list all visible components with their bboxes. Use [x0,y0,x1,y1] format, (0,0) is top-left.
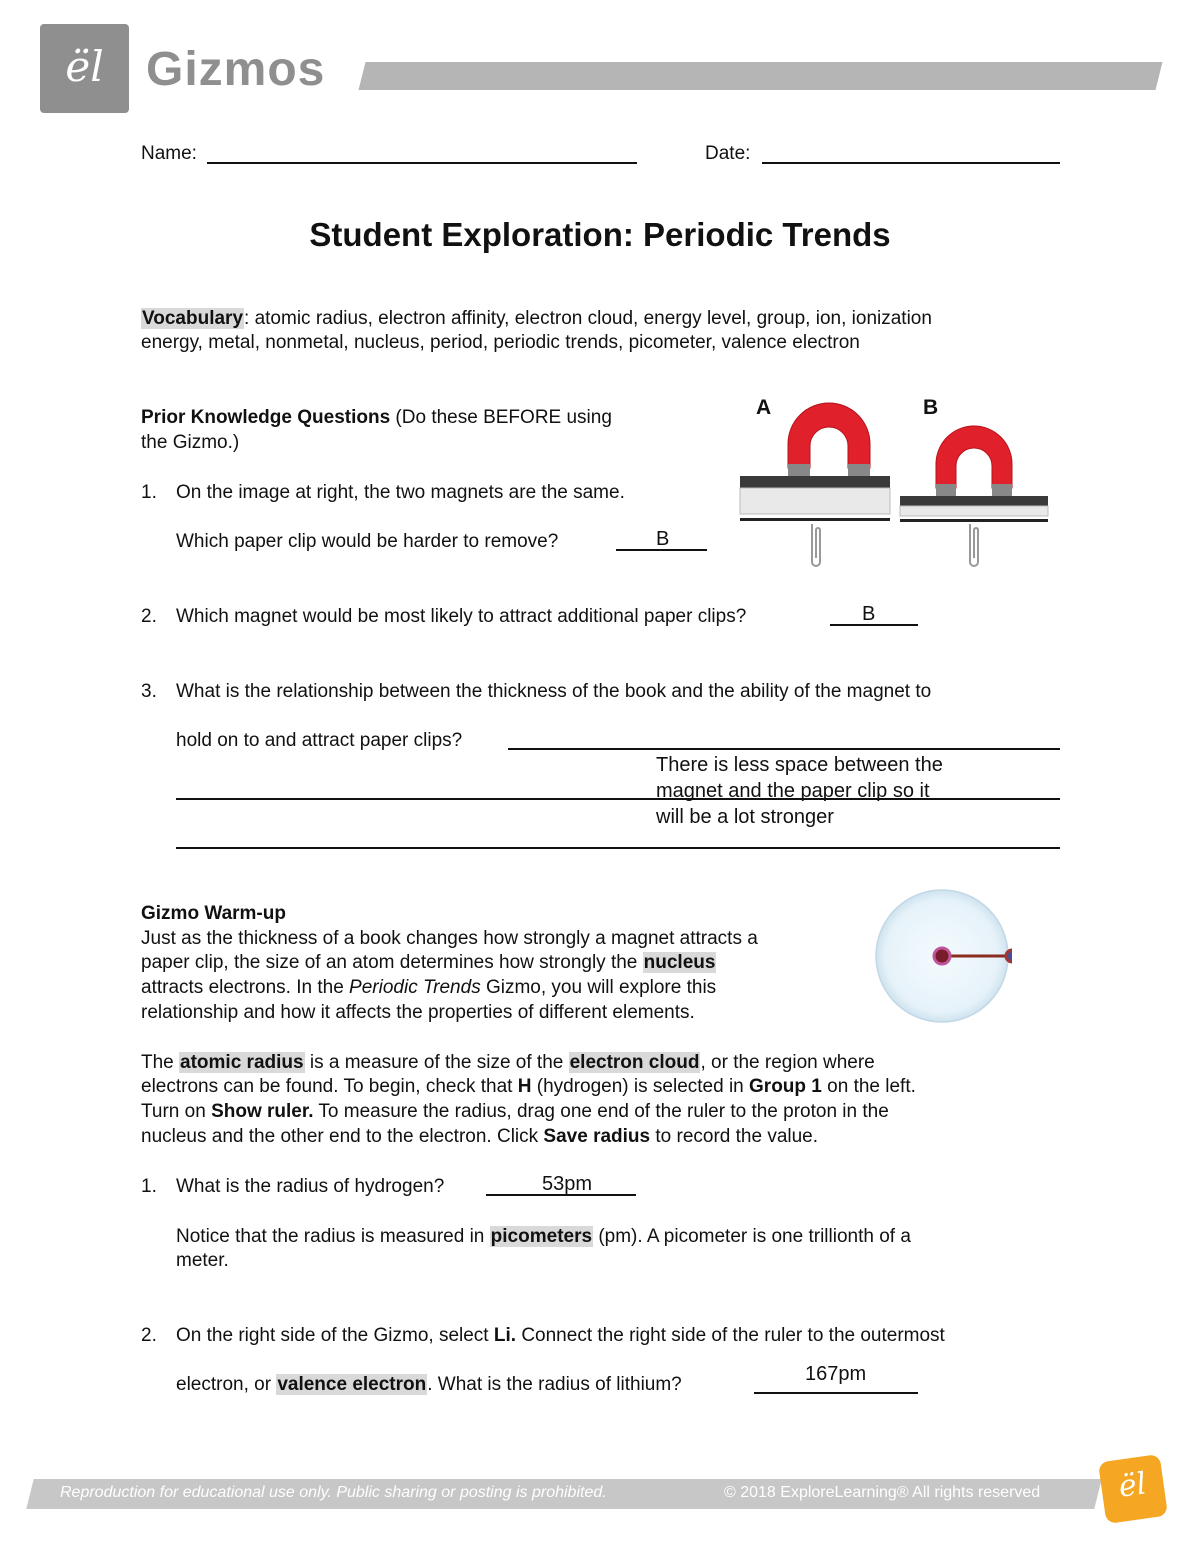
q3-answer-line-3[interactable] [176,847,1060,849]
header-bar [359,62,1163,90]
warmup-p2-line-1: The atomic radius is a measure of the size of the electron cloud, or the region where [141,1052,875,1073]
warmup-p1-line-4: relationship and how it affects the properties of different elements. [141,1002,695,1023]
q2-answer: B [862,603,876,625]
q3-answer-3: will be a lot stronger [656,806,834,828]
warmup-q2-answer-line[interactable] [754,1392,918,1394]
magnets-image [736,392,1052,572]
atom-image [872,886,1012,1026]
electron [1006,950,1012,962]
term-atomic-radius: atomic radius [180,1052,304,1073]
warmup-q1-answer: 53pm [542,1173,593,1195]
q1b-text: Which paper clip would be harder to remove? [176,531,559,552]
label-a: A [756,396,772,419]
prior-heading: Prior Knowledge Questions (Do these BEFORE using [141,407,612,428]
warmup-p2-line-2: electrons can be found. To begin, check that H (hydrogen) is selected in Group 1 on the left. [141,1076,916,1097]
warmup-p1-line-1: Just as the thickness of a book changes how strongly a magnet attracts a [141,928,758,949]
nucleus [934,948,950,964]
picometer-note-line-2: meter. [176,1250,229,1271]
footer-right-text: © 2018 ExploreLearning® All rights reserved [724,1484,1041,1501]
q3-text: What is the relationship between the thickness of the book and the ability of the magnet to [176,681,932,702]
term-picometers: picometers [490,1226,593,1247]
q3-answer-1: There is less space between the [656,754,943,776]
logo-mark: ël [65,42,104,91]
name-label: Name: [141,143,197,164]
warmup-p2-line-3: Turn on Show ruler. To measure the radius, drag one end of the ruler to the proton in the [141,1101,889,1122]
warmup-p1-line-3: attracts electrons. In the Periodic Trends Gizmo, you will explore this [141,977,717,998]
q1-number: 1. [141,482,157,503]
q2-number: 2. [141,606,157,627]
warmup-q2-text-line-2: electron, or valence electron. What is the radius of lithium? [176,1374,682,1395]
q1-text: On the image at right, the two magnets are the same. [176,482,625,503]
name-field[interactable] [207,162,637,164]
q1-answer: B [656,528,670,550]
warmup-q2-text: On the right side of the Gizmo, select Li. Connect the right side of the ruler to the outermost [176,1325,945,1346]
warmup-p2-line-4: nucleus and the other end to the electron. Click Save radius to record the value. [141,1126,819,1147]
book-a [740,476,890,521]
q2-text: Which magnet would be most likely to attract additional paper clips? [176,606,747,627]
footer-logo [1098,1454,1168,1524]
q3-number: 3. [141,681,157,702]
term-valence-electron: valence electron [277,1374,427,1395]
date-label: Date: [705,143,751,164]
logo-box [40,24,129,113]
picometer-note-line-1: Notice that the radius is measured in picometers (pm). A picometer is one trillionth of a [176,1226,911,1247]
vocabulary-line-2: energy, metal, nonmetal, nucleus, period, periodic trends, picometer, valence electron [141,332,860,353]
vocabulary-label: Vocabulary [142,308,244,329]
q3-answer-line-1[interactable] [508,748,1060,750]
page-title: Student Exploration: Periodic Trends [309,216,891,253]
date-field[interactable] [762,162,1060,164]
footer-logo-mark: ël [1116,1466,1149,1505]
warmup-q2-answer: 167pm [805,1363,867,1385]
label-b: B [923,396,939,419]
q3-answer-2: magnet and the paper clip so it [656,780,930,802]
warmup-q1-text: What is the radius of hydrogen? [176,1176,445,1197]
vocabulary-line-1: Vocabulary: atomic radius, electron affinity, electron cloud, energy level, group, ion, ionization [142,308,932,329]
warmup-q1-number: 1. [141,1176,157,1197]
warmup-p1-line-2: paper clip, the size of an atom determines how strongly the nucleus [141,952,716,973]
warmup-heading: Gizmo Warm-up [141,903,286,924]
term-electron-cloud: electron cloud [569,1052,700,1073]
brand-name: Gizmos [146,43,326,96]
footer-left-text: Reproduction for educational use only. Public sharing or posting is prohibited. [60,1484,607,1501]
warmup-q2-number: 2. [141,1325,157,1346]
q3b-text: hold on to and attract paper clips? [176,730,463,751]
term-nucleus: nucleus [643,952,716,973]
prior-heading-line-2: the Gizmo.) [141,432,240,453]
